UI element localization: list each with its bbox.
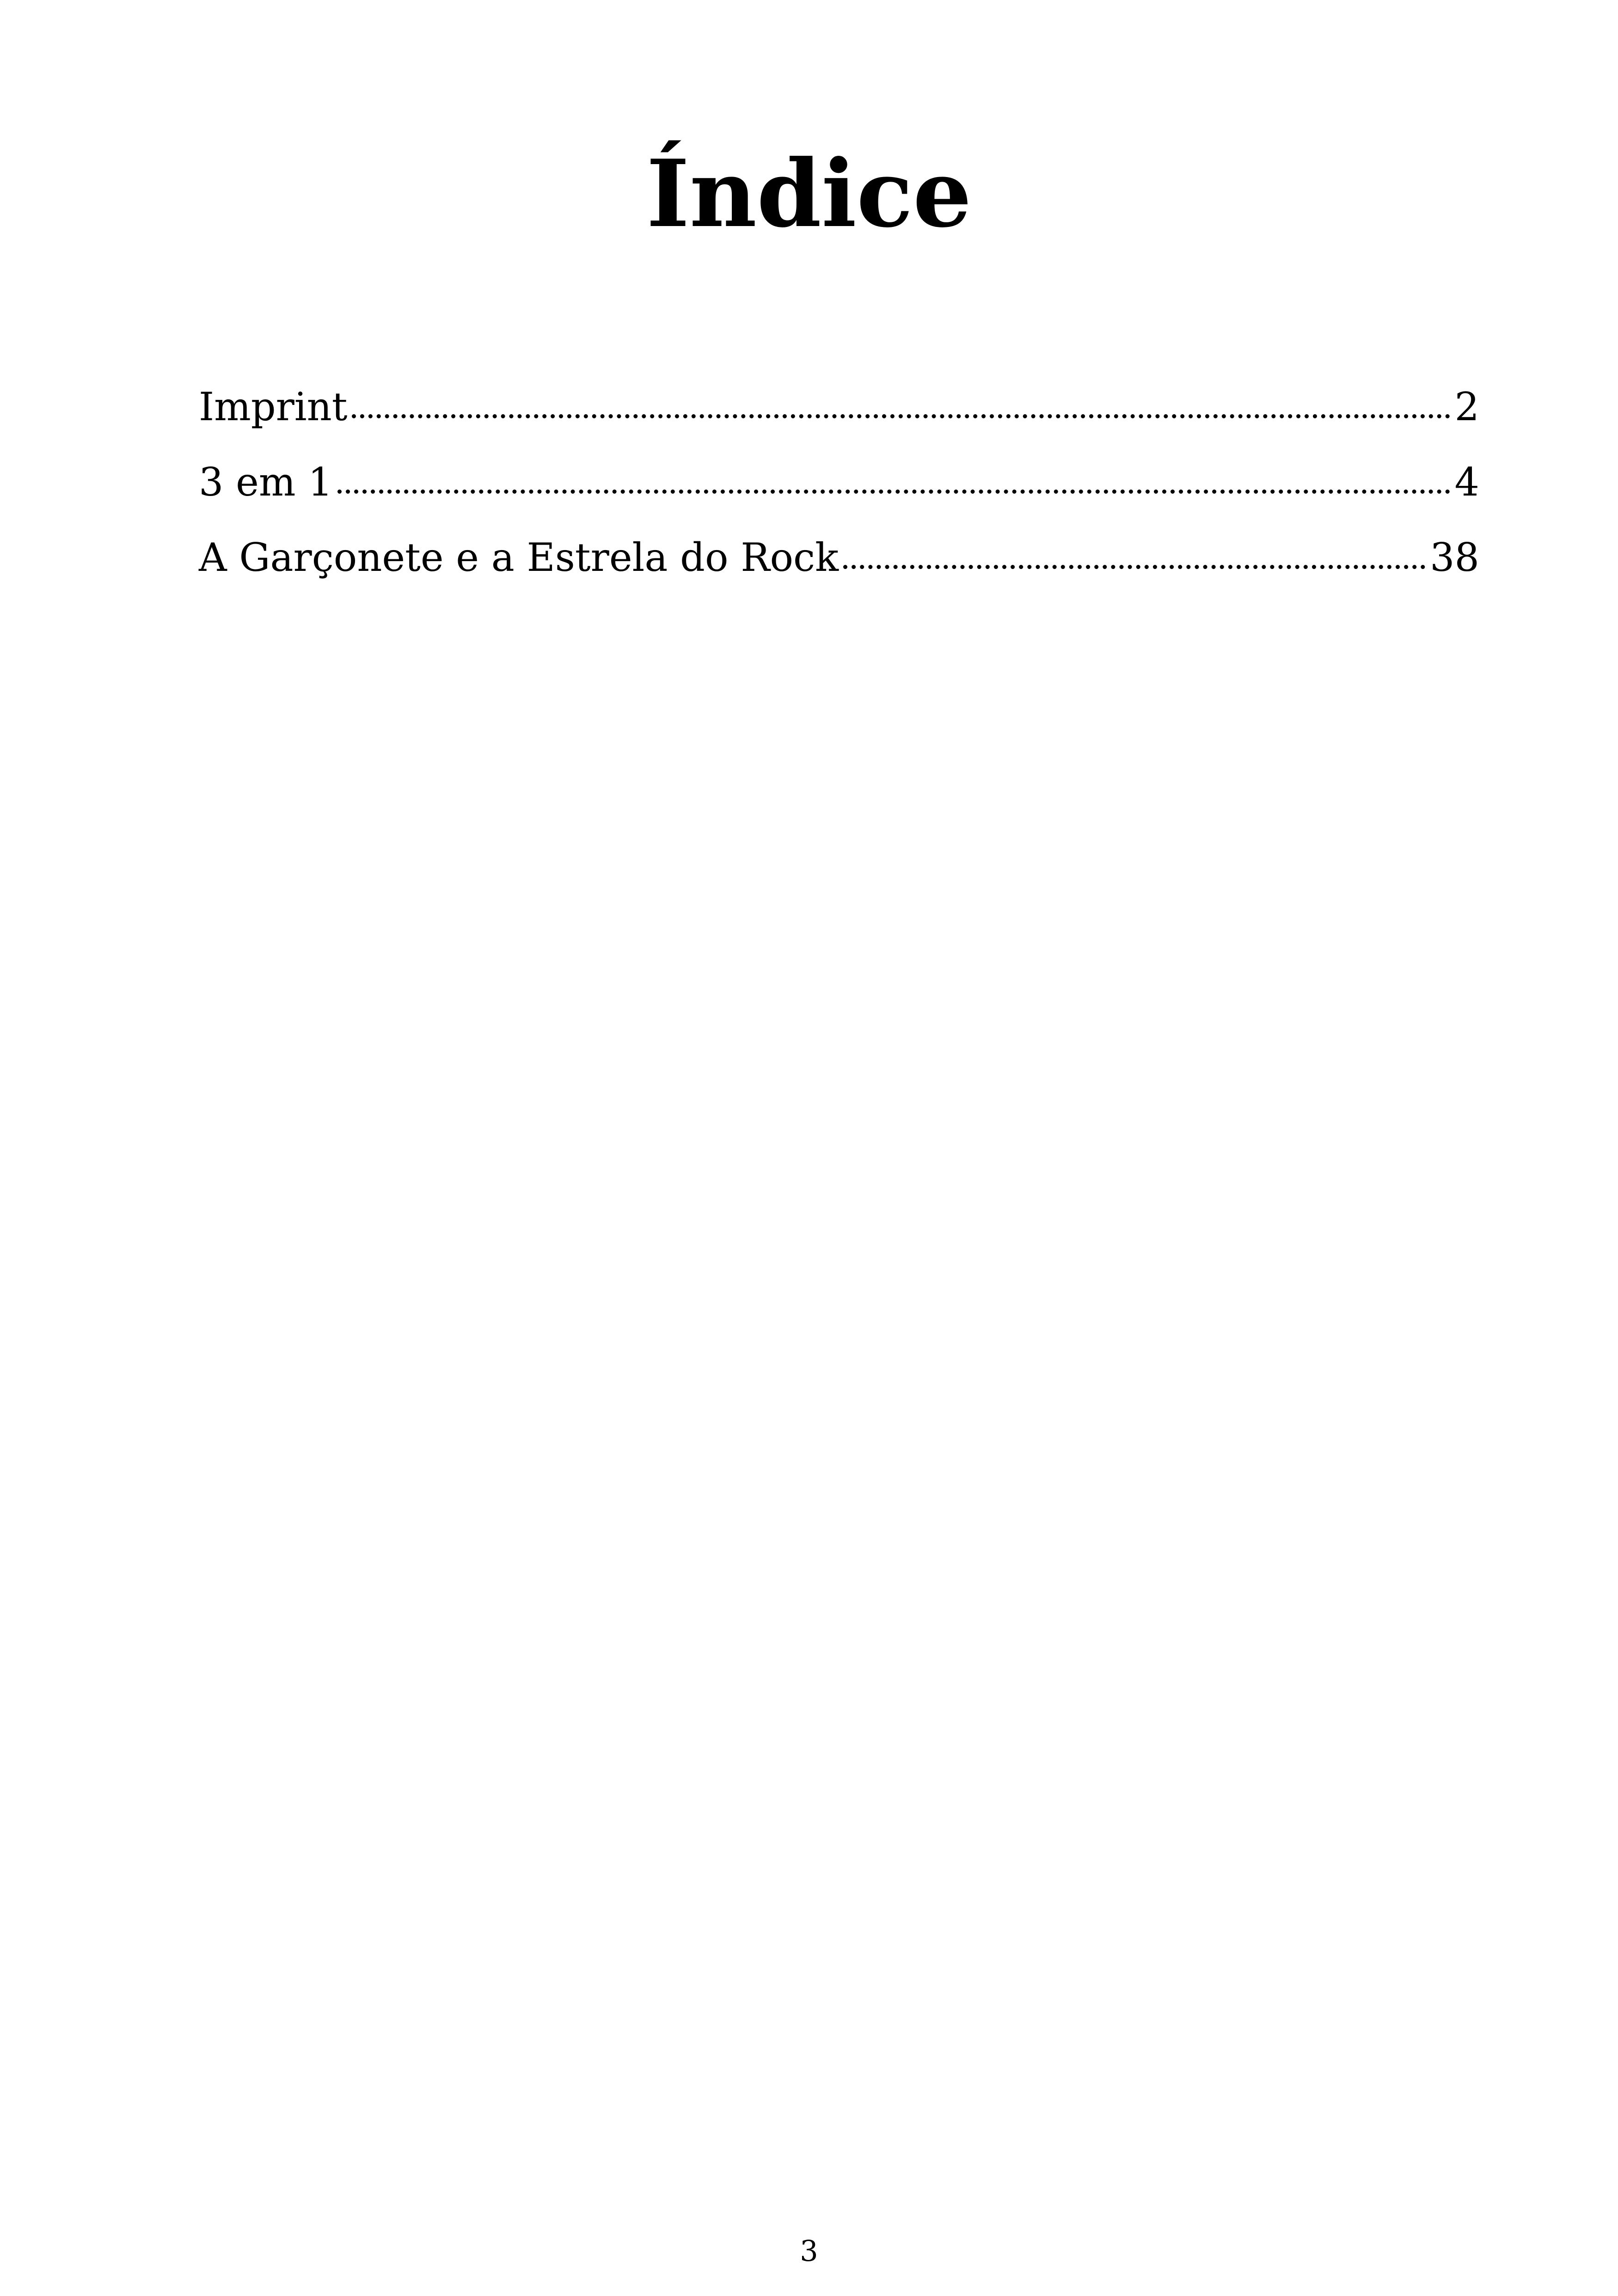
dot-leader <box>337 476 1450 494</box>
toc-entry-imprint[interactable] <box>199 379 1479 454</box>
toc-entry-garconete[interactable] <box>199 530 1479 605</box>
dot-leader <box>352 401 1450 418</box>
toc-entry-page: 38 <box>1430 535 1479 580</box>
toc-entry-label: A Garçonete e a Estrela do Rock <box>199 535 839 580</box>
toc-entry-page: 4 <box>1454 459 1479 505</box>
toc-entry-label: Imprint <box>199 384 348 429</box>
toc-entry-label: 3 em 1 <box>199 459 333 505</box>
page-number: 3 <box>800 2234 818 2268</box>
table-of-contents <box>199 379 1479 605</box>
page-title: Índice <box>646 140 972 248</box>
toc-entry-3-em-1[interactable] <box>199 454 1479 530</box>
toc-entry-page: 2 <box>1454 384 1479 429</box>
dot-leader <box>843 551 1425 569</box>
